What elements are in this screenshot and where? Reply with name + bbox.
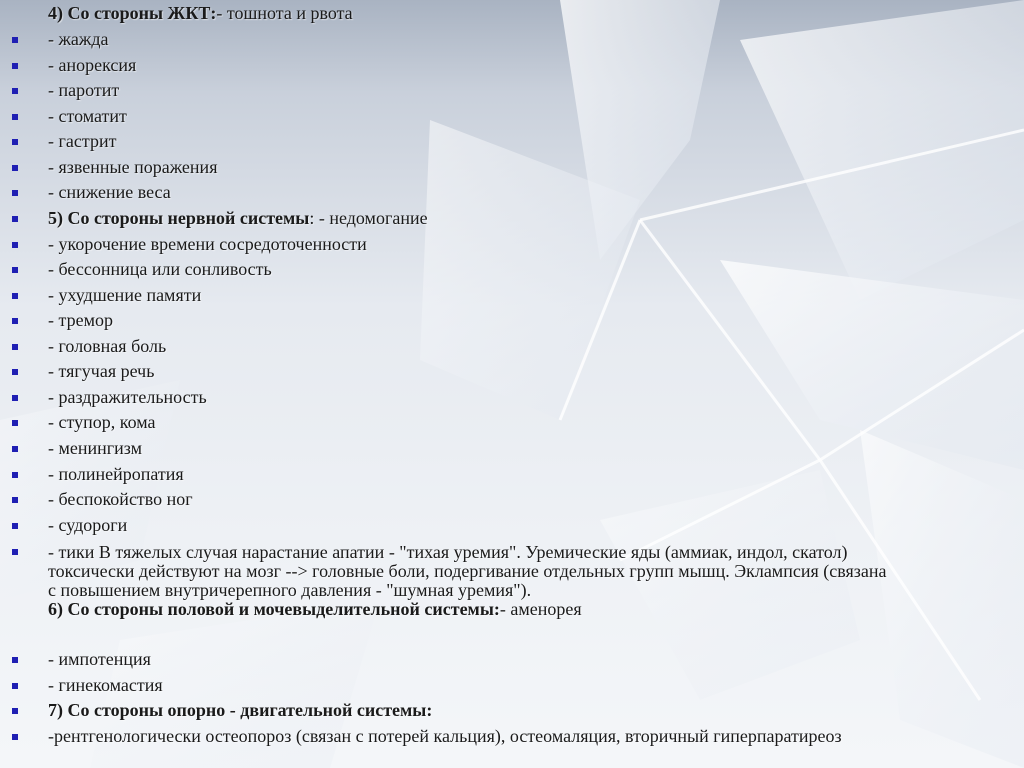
list-item: - ухудшение памяти — [48, 285, 202, 305]
section-heading-7: 7) Со стороны опорно - двигательной системы: — [48, 700, 433, 720]
list-item: -рентгенологически остеопороз (связан с потерей кальция), остеомаляция, вторичный гиперпаратиреоз — [48, 726, 842, 746]
bullet-icon — [12, 395, 18, 401]
list-item: - импотенция — [48, 649, 151, 669]
list-item: - судороги — [48, 515, 128, 535]
bullet-icon — [12, 139, 18, 145]
bullet-icon — [12, 190, 18, 196]
bullet-icon — [12, 293, 18, 299]
list-item: - гинекомастия — [48, 675, 163, 695]
bullet-icon — [12, 446, 18, 452]
bullet-icon — [12, 657, 18, 663]
list-item: - головная боль — [48, 336, 167, 356]
list-item: - полинейропатия — [48, 464, 184, 484]
bullet-icon — [12, 63, 18, 69]
bullet-icon — [12, 114, 18, 120]
bullet-icon — [12, 88, 18, 94]
list-item: - раздражительность — [48, 387, 207, 407]
bullet-icon — [12, 497, 18, 503]
bullet-icon — [12, 344, 18, 350]
bullet-icon — [12, 318, 18, 324]
list-item: - беспокойство ног — [48, 489, 193, 509]
long-paragraph-item: - тики В тяжелых случая нарастание апатии - "тихая уремия". Уремические яды (аммиак, индол, скатол) токсически действуют на мозг --> головные боли, подергивание отдельных групп мышц. Эклампсия (связана с повышением внутричерепного давления - "шумная уремия"). 6) Со стороны половой и мочевыделительной системы:- аменорея — [48, 542, 887, 619]
bullet-icon — [12, 708, 18, 714]
bullet-icon — [12, 523, 18, 529]
section-heading-5: 5) Со стороны нервной системы: - недомогание — [48, 208, 428, 228]
bullet-icon — [12, 734, 18, 740]
list-item: - тремор — [48, 310, 113, 330]
bullet-icon — [12, 683, 18, 689]
bullet-icon — [12, 369, 18, 375]
list-item: - ступор, кома — [48, 412, 156, 432]
list-item: - снижение веса — [48, 182, 171, 202]
list-item: - паротит — [48, 80, 120, 100]
bullet-icon — [12, 267, 18, 273]
list-item: 4) Со стороны ЖКТ:- тошнота и рвота — [48, 3, 353, 23]
list-item: - язвенные поражения — [48, 157, 218, 177]
list-item: - жажда — [48, 29, 109, 49]
list-item: - менингизм — [48, 438, 143, 458]
list-item: - анорексия — [48, 55, 137, 75]
bullet-icon — [12, 472, 18, 478]
bullet-icon — [12, 37, 18, 43]
bullet-icon — [12, 165, 18, 171]
list-item: - гастрит — [48, 131, 117, 151]
bullet-icon — [12, 420, 18, 426]
bullet-icon — [12, 216, 18, 222]
list-item: - бессонница или сонливость — [48, 259, 272, 279]
list-item: - укорочение времени сосредоточенности — [48, 234, 367, 254]
list-item: - стоматит — [48, 106, 127, 126]
list-item: - тягучая речь — [48, 361, 155, 381]
bullet-icon — [12, 549, 18, 555]
bullet-icon — [12, 242, 18, 248]
